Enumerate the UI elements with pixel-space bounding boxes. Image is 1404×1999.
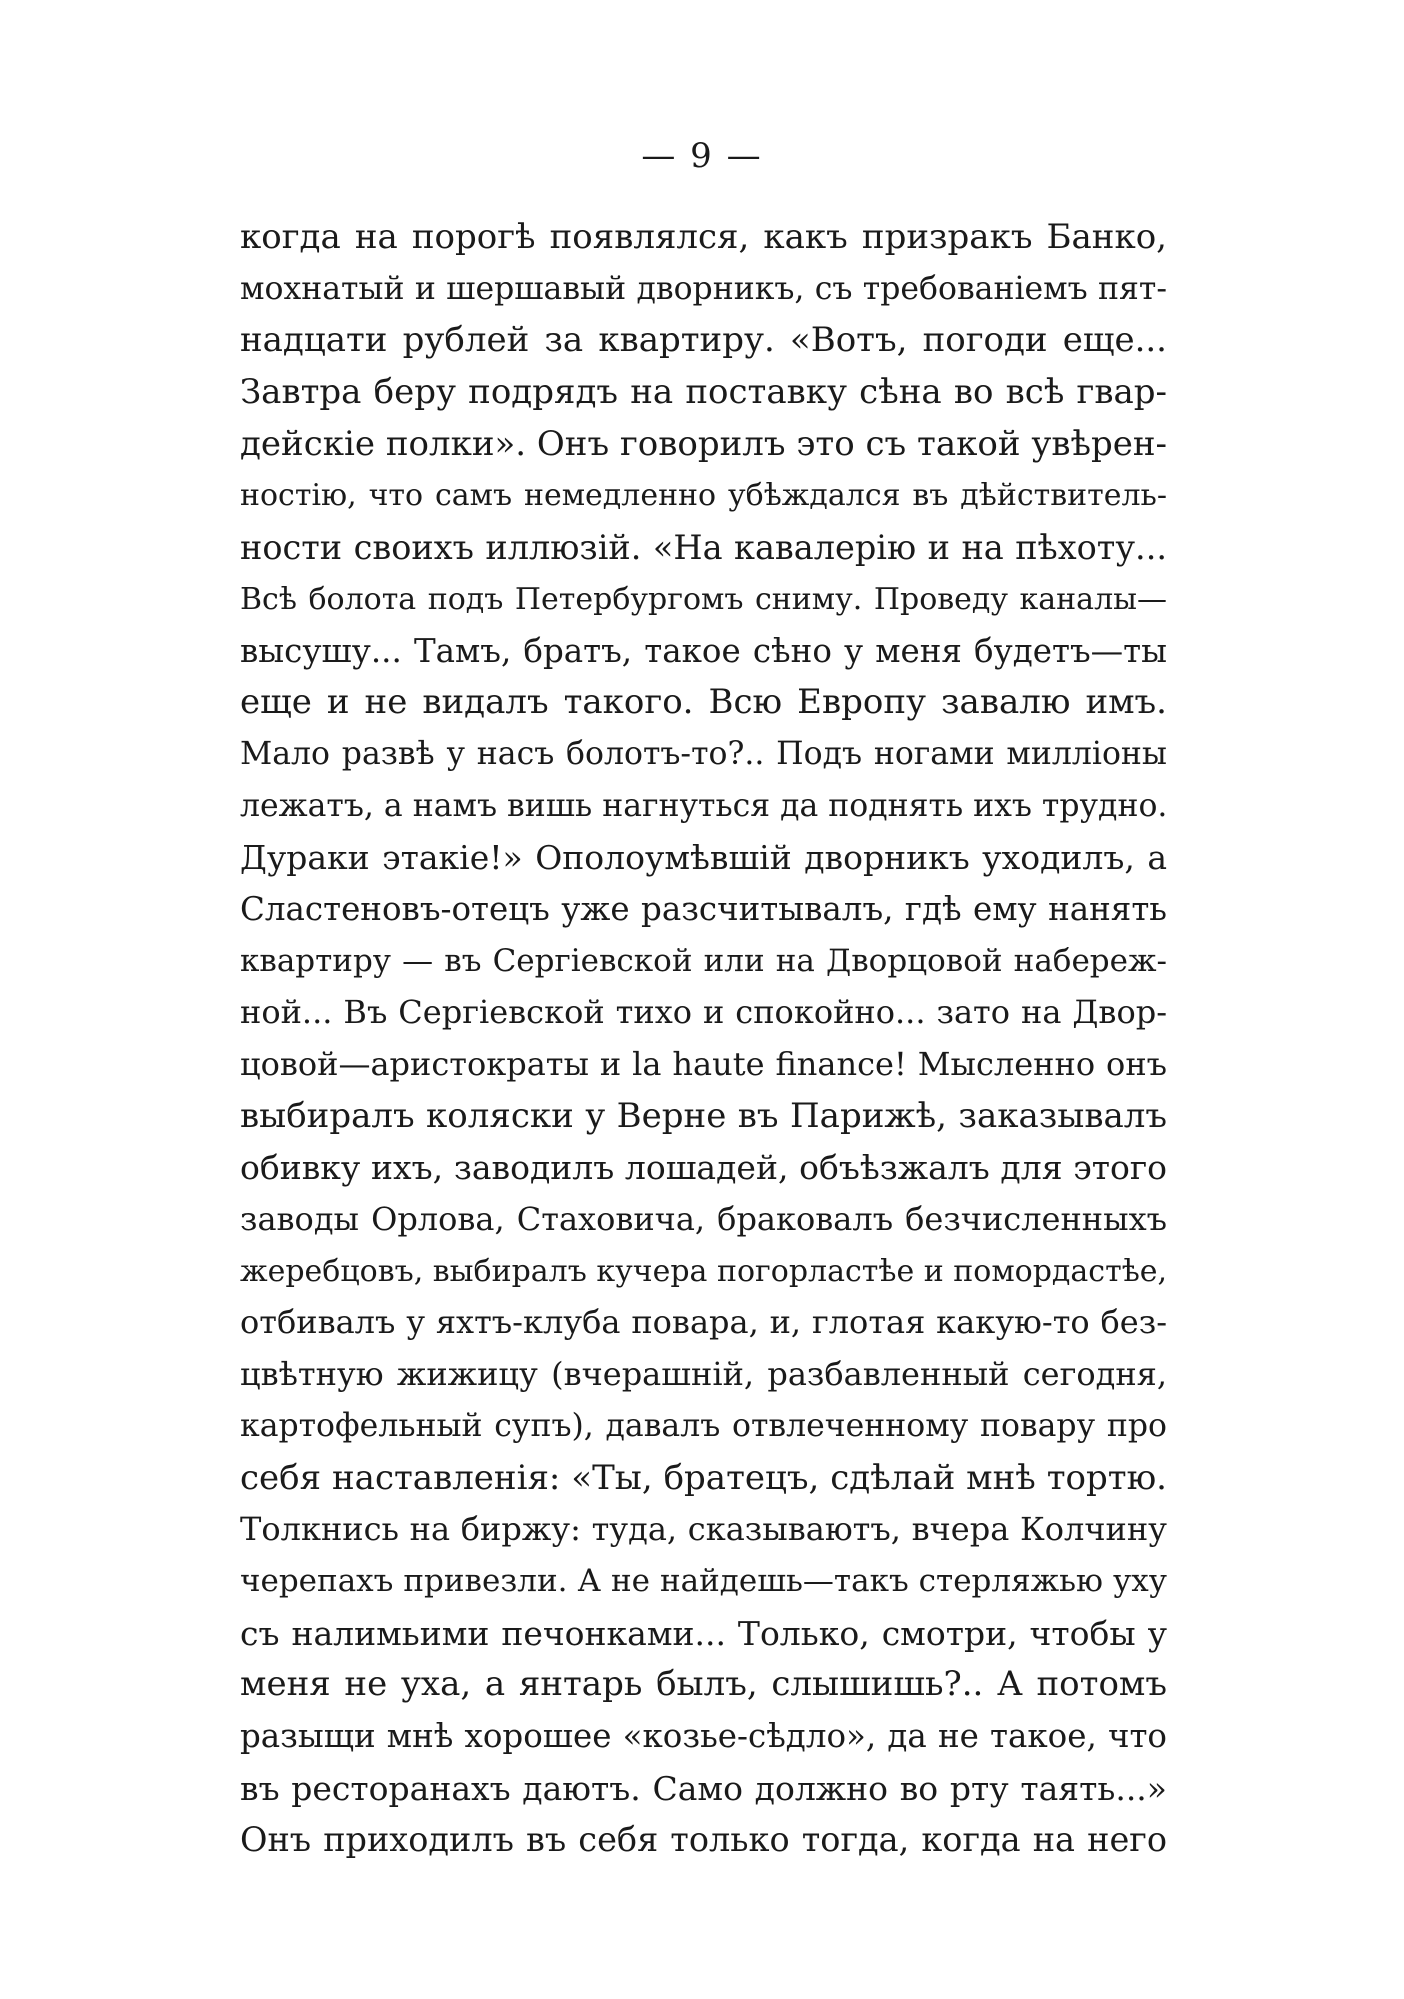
text-line: ности своихъ иллюзій. «На кавалерію и на пѣхоту... [240, 528, 1167, 568]
text-line: выбиралъ коляски у Верне въ Парижѣ, заказывалъ [240, 1095, 1167, 1136]
text-line: ностію, что самъ немедленно убѣждался въ дѣйствитель- [240, 478, 1167, 514]
text-line: мохнатый и шершавый дворникъ, съ требованіемъ пят- [240, 270, 1167, 307]
text-line: ной... Въ Сергіевской тихо и спокойно... зато на Двор- [240, 993, 1167, 1032]
text-line: цовой—аристократы и la haute finance! Мысленно онъ [240, 1045, 1167, 1083]
body-text [240, 212, 1167, 1866]
text-line: черепахъ привезли. А не найдешь—такъ стерляжью уху [240, 1562, 1167, 1599]
text-line: Онъ приходилъ въ себя только тогда, когда на него [240, 1820, 1167, 1860]
text-line: цвѣтную жижицу (вчерашній, разбавленный сегодня, [240, 1355, 1167, 1394]
text-line: заводы Орлова, Стаховича, браковалъ безчисленныхъ [240, 1200, 1167, 1239]
text-line: квартиру — въ Сергіевской или на Дворцовой набереж- [240, 942, 1167, 979]
text-line: Сластеновъ-отецъ уже разсчитывалъ, гдѣ ему нанять [240, 889, 1167, 928]
text-line: съ налимьими печонками... Только, смотри, чтобы у [240, 1613, 1167, 1653]
text-line: Всѣ болота подъ Петербургомъ сниму. Проведу каналы— [240, 581, 1167, 617]
text-line: Дураки этакіе!» Ополоумѣвшій дворникъ уходилъ, а [240, 838, 1167, 878]
text-line: высушу... Тамъ, братъ, такое сѣно у меня будетъ—ты [240, 631, 1167, 670]
text-line: разыщи мнѣ хорошее «козье-сѣдло», да не такое, что [240, 1716, 1167, 1755]
text-line: Толкнись на биржу: туда, сказываютъ, вчера Колчину [240, 1510, 1167, 1549]
text-line: картофельный супъ), давалъ отвлеченному повару про [240, 1407, 1167, 1444]
text-line: дейскіе полки». Онъ говорилъ это съ такой увѣрен- [240, 423, 1167, 464]
text-line: Мало развѣ у насъ болотъ-то?.. Подъ ногами милліоны [240, 735, 1167, 772]
text-line: жеребцовъ, выбиралъ кучера погорластѣе и помордастѣе, [240, 1253, 1167, 1289]
text-line: еще и не видалъ такого. Всю Европу завалю имъ. [240, 682, 1167, 723]
text-line: лежатъ, а намъ вишь нагнуться да поднять ихъ трудно. [240, 787, 1167, 824]
text-line: себя наставленія: «Ты, братецъ, сдѣлай мнѣ тортю. [240, 1457, 1167, 1498]
text-line: Завтра беру подрядъ на поставку сѣна во всѣ гвар- [240, 372, 1167, 413]
text-line: когда на порогѣ появлялся, какъ призракъ Банко, [240, 217, 1167, 257]
text-line: обивку ихъ, заводилъ лошадей, объѣзжалъ для этого [240, 1148, 1167, 1188]
text-line: отбивалъ у яхтъ-клуба повара, и, глотая какую-то без- [240, 1303, 1167, 1342]
page-number: — 9 — [641, 136, 763, 176]
text-line: меня не уха, а янтарь былъ, слышишь?.. А потомъ [240, 1664, 1167, 1705]
text-line: надцати рублей за квартиру. «Вотъ, погоди еще... [240, 320, 1167, 361]
text-line: въ ресторанахъ даютъ. Само должно во рту таять...» [240, 1768, 1167, 1808]
